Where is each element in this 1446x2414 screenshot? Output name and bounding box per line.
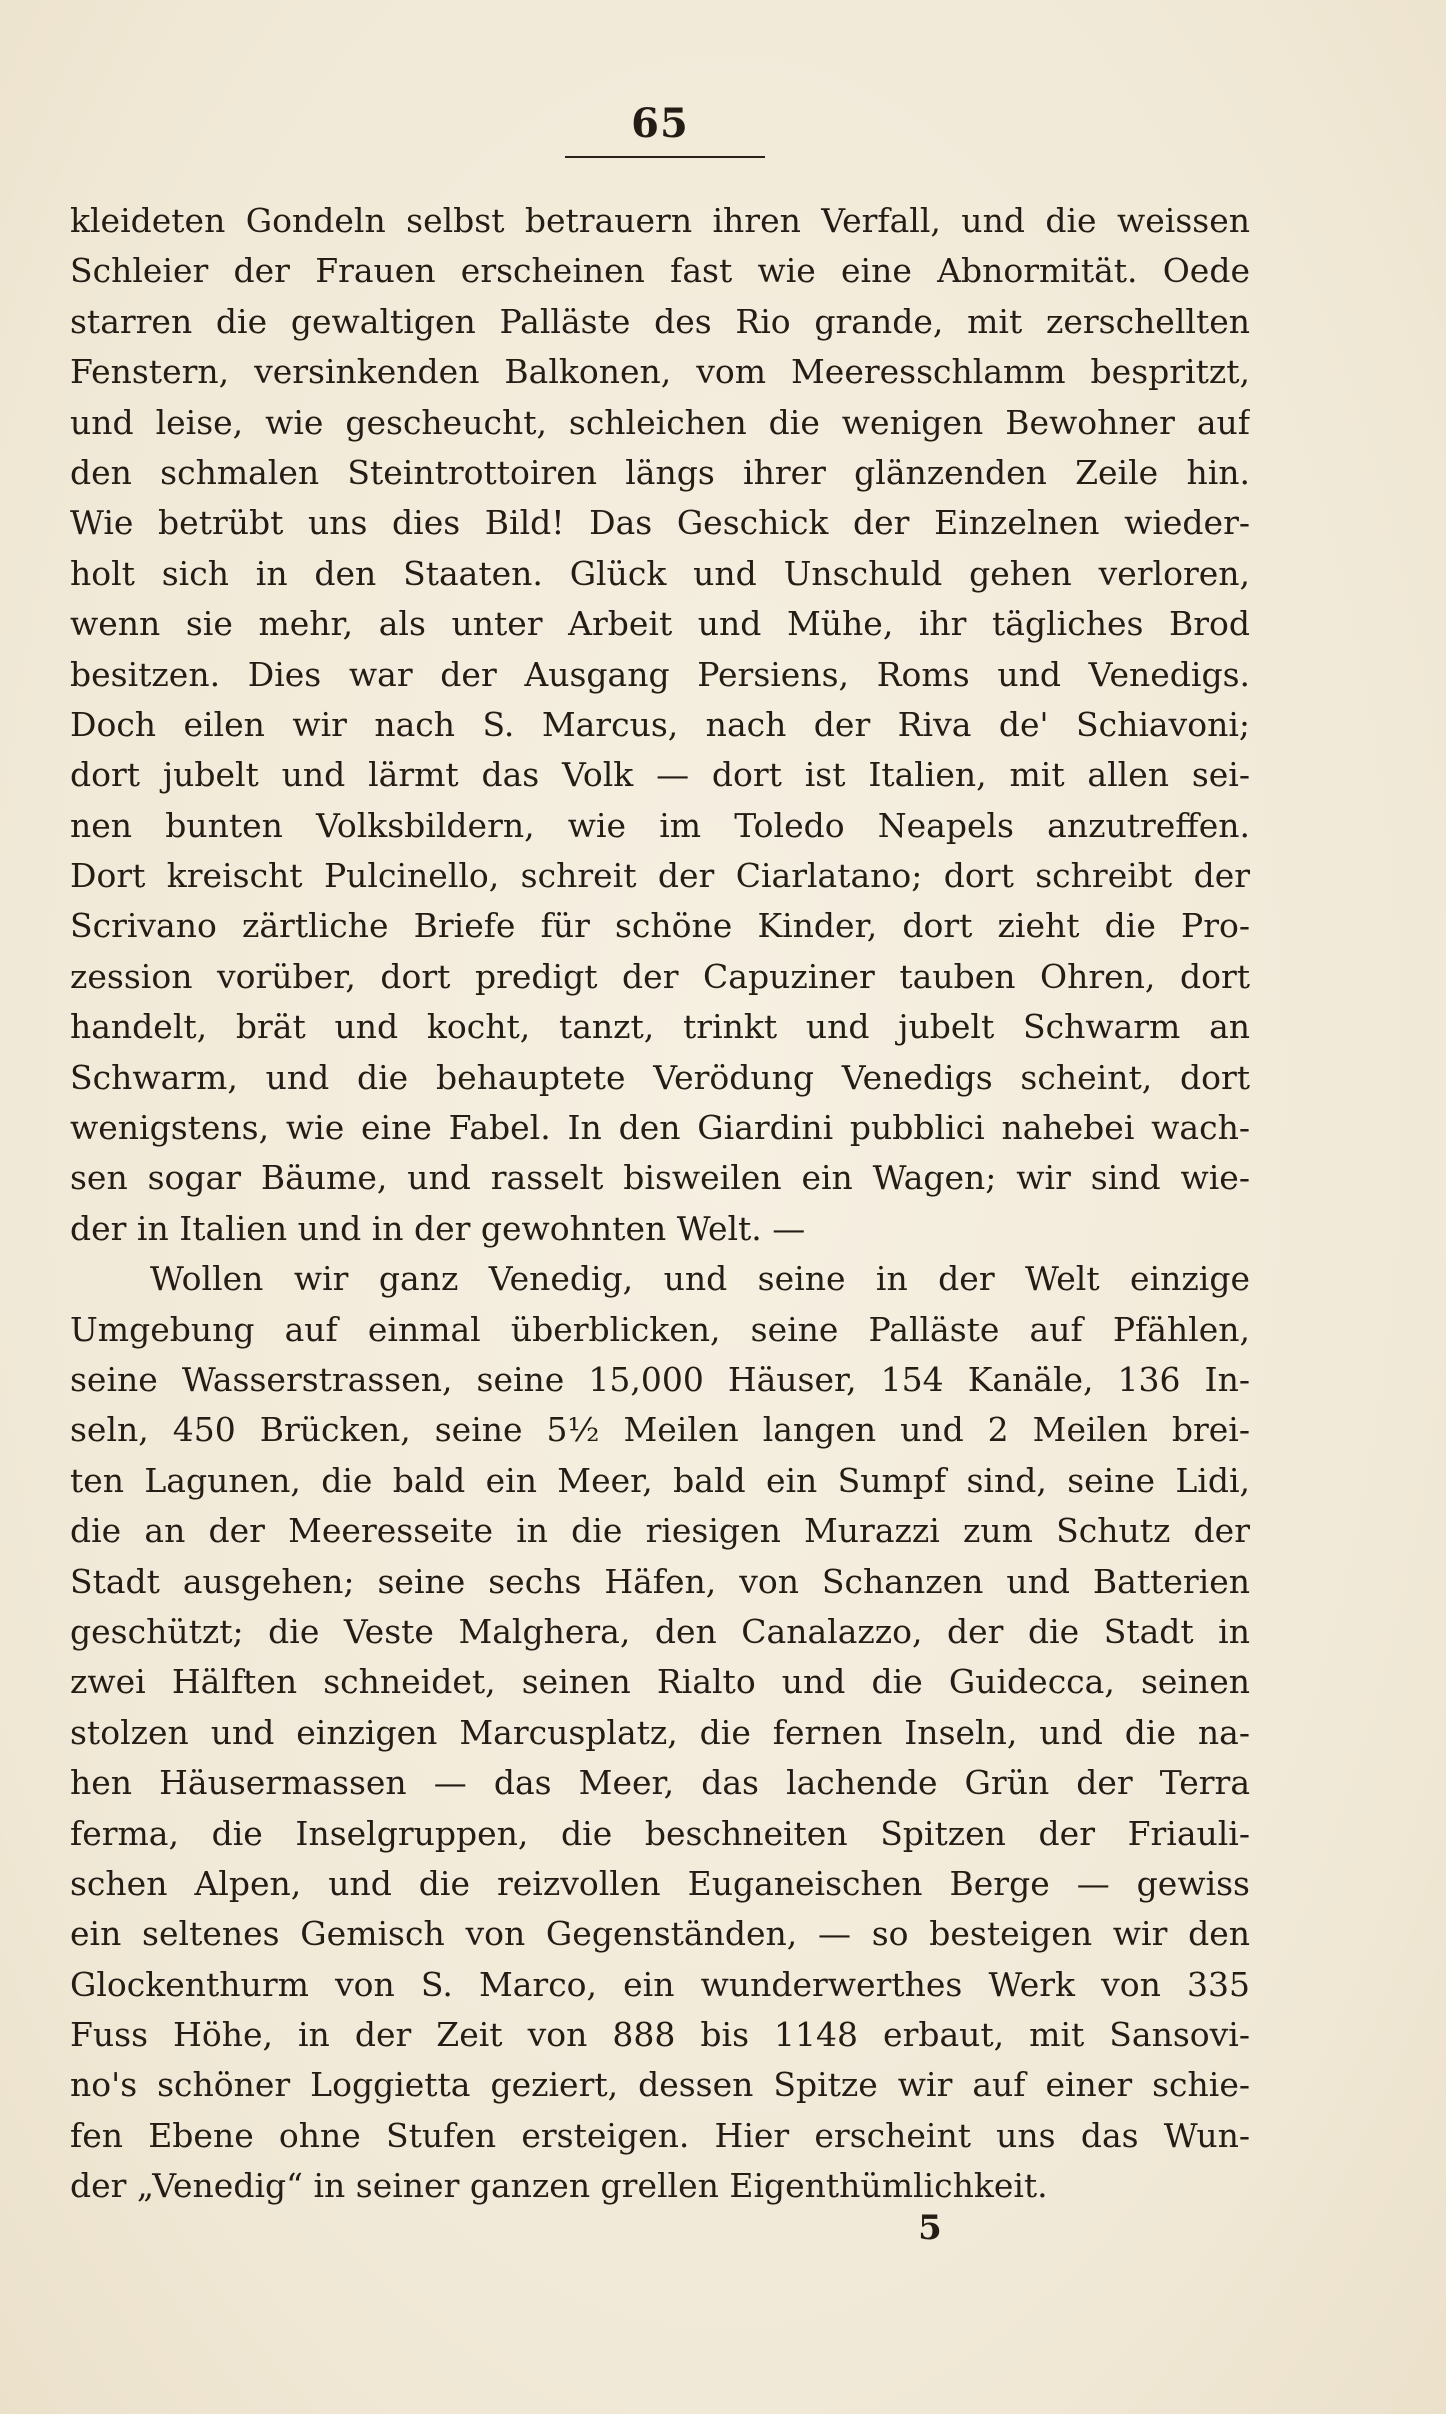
- text-line: Dort kreischt Pulcinello, schreit der Ciarlatano; dort schreibt der: [70, 856, 1250, 896]
- text-line: Fenstern, versinkenden Balkonen, vom Meeresschlamm bespritzt,: [70, 352, 1250, 392]
- text-line-paragraph-end: der in Italien und in der gewohnten Welt. —: [70, 1208, 806, 1248]
- text-line: dort jubelt und lärmt das Volk — dort ist Italien, mit allen sei-: [70, 755, 1250, 795]
- text-line: Schwarm, und die behauptete Verödung Venedigs scheint, dort: [70, 1057, 1250, 1097]
- text-line: seln, 450 Brücken, seine 5½ Meilen langen und 2 Meilen brei-: [70, 1410, 1250, 1450]
- text-line: Fuss Höhe, in der Zeit von 888 bis 1148 erbaut, mit Sansovi-: [70, 2015, 1250, 2055]
- text-line: schen Alpen, und die reizvollen Euganeischen Berge — gewiss: [70, 1863, 1250, 1903]
- text-line: sen sogar Bäume, und rasselt bisweilen ein Wagen; wir sind wie-: [70, 1158, 1250, 1198]
- page-number: 65: [631, 100, 689, 147]
- body-text: [70, 196, 1250, 2212]
- text-line: ten Lagunen, die bald ein Meer, bald ein Sumpf sind, seine Lidi,: [70, 1460, 1250, 1500]
- header-rule: [565, 156, 765, 158]
- text-line: Scrivano zärtliche Briefe für schöne Kinder, dort zieht die Pro-: [70, 906, 1250, 946]
- text-line: zession vorüber, dort predigt der Capuziner tauben Ohren, dort: [70, 956, 1250, 996]
- text-line: ferma, die Inselgruppen, die beschneiten Spitzen der Friauli-: [70, 1813, 1250, 1853]
- text-line: nen bunten Volksbildern, wie im Toledo Neapels anzutreffen.: [70, 805, 1250, 845]
- text-line: Glockenthurm von S. Marco, ein wunderwerthes Werk von 335: [70, 1964, 1250, 2004]
- text-line: holt sich in den Staaten. Glück und Unschuld gehen verloren,: [70, 553, 1250, 593]
- text-line: zwei Hälften schneidet, seinen Rialto und die Guidecca, seinen: [70, 1662, 1250, 1702]
- text-line-paragraph-end: der „Venedig“ in seiner ganzen grellen Eigenthümlichkeit.: [70, 2166, 1048, 2206]
- text-line: fen Ebene ohne Stufen ersteigen. Hier erscheint uns das Wun-: [70, 2115, 1250, 2155]
- text-line: starren die gewaltigen Palläste des Rio grande, mit zerschellten: [70, 301, 1250, 341]
- text-line: seine Wasserstrassen, seine 15,000 Häuser, 154 Kanäle, 136 In-: [70, 1359, 1250, 1399]
- text-line: handelt, brät und kocht, tanzt, trinkt und jubelt Schwarm an: [70, 1007, 1250, 1047]
- text-line-paragraph-start: Wollen wir ganz Venedig, und seine in der Welt einzige: [150, 1259, 1250, 1299]
- text-line: kleideten Gondeln selbst betrauern ihren Verfall, und die weissen: [70, 201, 1250, 240]
- text-line: wenn sie mehr, als unter Arbeit und Mühe, ihr tägliches Brod: [70, 604, 1250, 644]
- text-line: geschützt; die Veste Malghera, den Canalazzo, der die Stadt in: [70, 1611, 1250, 1651]
- text-line: Wie betrübt uns dies Bild! Das Geschick der Einzelnen wieder-: [70, 503, 1250, 543]
- text-line: stolzen und einzigen Marcusplatz, die fernen Inseln, und die na-: [70, 1712, 1250, 1752]
- text-line: Umgebung auf einmal überblicken, seine Palläste auf Pfählen,: [70, 1309, 1250, 1349]
- text-line: besitzen. Dies war der Ausgang Persiens, Roms und Venedigs.: [70, 654, 1250, 694]
- text-line: den schmalen Steintrottoiren längs ihrer glänzenden Zeile hin.: [70, 452, 1250, 492]
- text-line: ein seltenes Gemisch von Gegenständen, — so besteigen wir den: [70, 1914, 1250, 1954]
- text-line: hen Häusermassen — das Meer, das lachende Grün der Terra: [70, 1763, 1250, 1803]
- text-line: wenigstens, wie eine Fabel. In den Giardini pubblici nahebei wach-: [70, 1108, 1250, 1148]
- text-line: die an der Meeresseite in die riesigen Murazzi zum Schutz der: [70, 1511, 1250, 1551]
- signature-mark: 5: [918, 2208, 942, 2248]
- text-line: no's schöner Loggietta geziert, dessen Spitze wir auf einer schie-: [70, 2065, 1250, 2105]
- text-line: Schleier der Frauen erscheinen fast wie eine Abnormität. Oede: [70, 251, 1250, 291]
- text-line: Doch eilen wir nach S. Marcus, nach der Riva de' Schiavoni;: [70, 704, 1250, 744]
- text-line: und leise, wie gescheucht, schleichen die wenigen Bewohner auf: [70, 402, 1250, 442]
- text-line: Stadt ausgehen; seine sechs Häfen, von Schanzen und Batterien: [70, 1561, 1250, 1601]
